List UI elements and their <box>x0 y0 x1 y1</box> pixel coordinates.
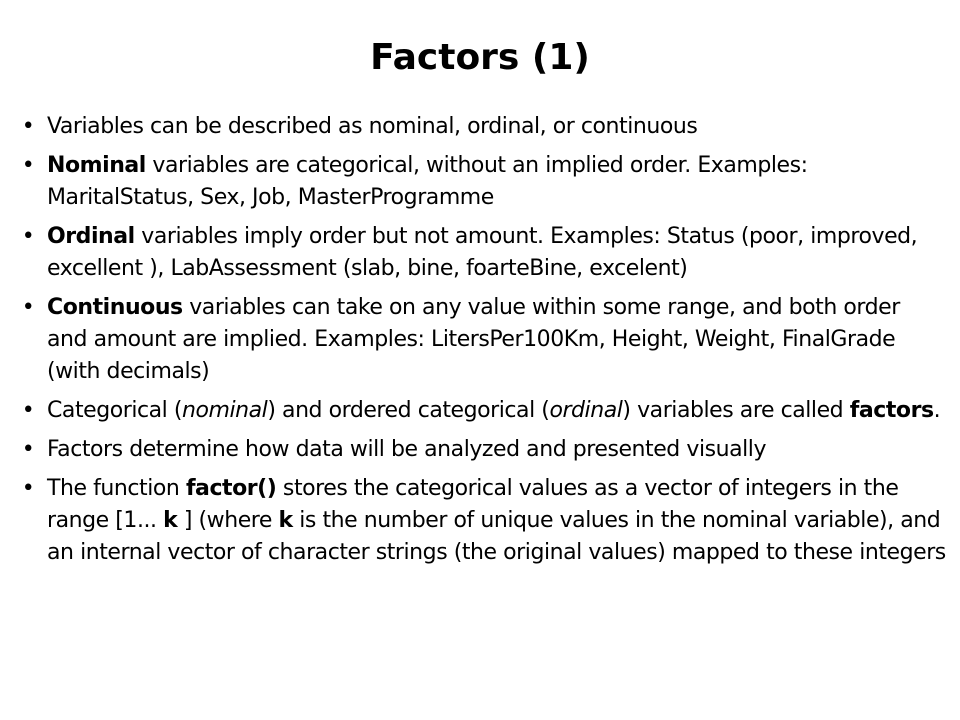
bullet-text: The function <box>47 476 186 501</box>
bullet-item <box>21 150 946 214</box>
bullet-text: variables are categorical, without an implied order. Examples: MaritalStatus, Sex, Job, MasterProgramme <box>47 153 808 210</box>
bullet-text: . <box>933 398 941 423</box>
bullet-item <box>21 292 946 388</box>
bullet-text: variables can take on any value within some range, and both order and amount are implied. Examples: LitersPer100Km, Height, Weight, FinalGrade (with decimals) <box>47 295 900 384</box>
bullet-text: is the number of unique values in the nominal variable), and an internal vector of character strings (the original values) mapped to these integers <box>47 508 946 565</box>
bullet-term: Ordinal <box>47 224 135 249</box>
bullet-text: ) variables are called <box>622 398 850 423</box>
bullet-item <box>21 395 946 427</box>
bullet-text: ] (where <box>177 508 279 533</box>
bullet-term: k <box>163 508 178 533</box>
bullet-icon: • <box>21 476 35 501</box>
bullet-emphasis: nominal <box>182 398 268 423</box>
bullet-term: Nominal <box>47 153 146 178</box>
bullet-text: variables imply order but not amount. Examples: Status (poor, improved, excellent ), LabAssessment (slab, bine, foarteBine, excelent) <box>47 224 918 281</box>
bullet-text: Variables can be described as nominal, ordinal, or continuous <box>47 114 698 139</box>
bullet-term: k <box>278 508 293 533</box>
bullet-term: factor() <box>185 476 277 501</box>
bullet-item <box>21 473 946 569</box>
bullet-emphasis: ordinal <box>549 398 623 423</box>
bullet-term: factors <box>849 398 934 423</box>
bullet-text: stores the categorical values as a vector of integers in the range [1... <box>47 476 899 533</box>
bullet-text: ) and ordered categorical ( <box>267 398 550 423</box>
bullet-icon: • <box>21 398 35 423</box>
bullet-term: Continuous <box>47 295 183 320</box>
bullet-item <box>21 434 946 466</box>
bullet-icon: • <box>21 114 35 139</box>
bullet-icon: • <box>21 295 35 320</box>
bullet-icon: • <box>21 224 35 249</box>
bullet-list <box>21 111 946 576</box>
bullet-text: Categorical ( <box>47 398 183 423</box>
bullet-item <box>21 221 946 285</box>
bullet-item <box>21 111 946 143</box>
bullet-icon: • <box>21 153 35 178</box>
slide-title: Factors (1) <box>370 37 590 78</box>
bullet-text: Factors determine how data will be analyzed and presented visually <box>47 437 767 462</box>
bullet-icon: • <box>21 437 35 462</box>
